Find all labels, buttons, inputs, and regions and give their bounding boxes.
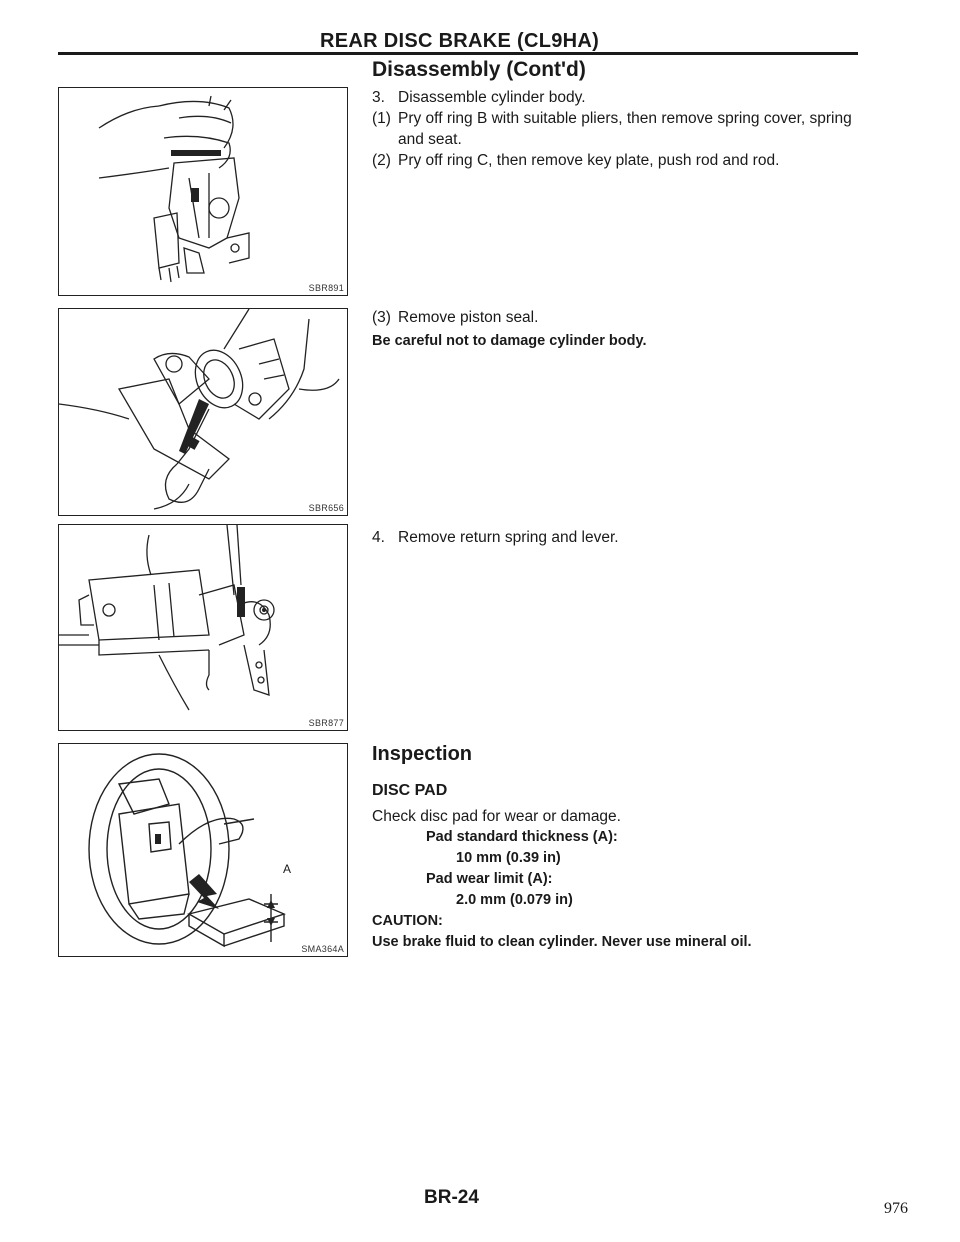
step-text: Disassemble cylinder body. — [398, 89, 586, 106]
dimension-label-a: A — [283, 862, 292, 876]
step-number: (3) — [372, 309, 391, 326]
disc-pad-heading: DISC PAD — [372, 782, 448, 799]
figure-sma364a — [58, 743, 348, 957]
step-number: (2) — [372, 152, 391, 169]
return-spring-lever-illustration — [59, 525, 347, 730]
list-item — [372, 87, 872, 108]
std-thickness-value: 10 mm (0.39 in) — [456, 850, 561, 866]
figure-sbr891 — [58, 87, 348, 296]
caliper-hand-illustration — [59, 88, 347, 295]
step-text: Remove return spring and lever. — [398, 529, 619, 546]
step-number: 3. — [372, 89, 385, 106]
inspection-block — [372, 806, 872, 953]
header-rule — [58, 52, 858, 55]
figure-code: SBR656 — [308, 503, 344, 513]
std-thickness-label: Pad standard thickness (A): — [426, 829, 618, 845]
figure-sbr877 — [58, 524, 348, 731]
page-title: REAR DISC BRAKE (CL9HA) — [320, 30, 600, 52]
step-text: Remove piston seal. — [398, 309, 539, 326]
inspection-intro: Check disc pad for wear or damage. — [372, 808, 621, 825]
list-item — [372, 307, 872, 328]
figure-code: SBR891 — [308, 283, 344, 293]
wear-limit-label: Pad wear limit (A): — [426, 871, 553, 887]
step-text: Pry off ring C, then remove key plate, push rod and rod. — [398, 152, 780, 169]
page-number: 976 — [884, 1200, 908, 1217]
step-3-3-block — [372, 307, 872, 352]
step-number: (1) — [372, 110, 391, 127]
wear-limit-value: 2.0 mm (0.079 in) — [456, 892, 573, 908]
figure-sbr656 — [58, 308, 348, 516]
list-item — [372, 150, 872, 171]
list-item — [372, 527, 872, 548]
step-number: 4. — [372, 529, 385, 546]
figure-code: SMA364A — [301, 944, 344, 954]
list-item — [372, 108, 872, 150]
step-text: Pry off ring B with suitable pliers, then remove spring cover, spring and seat. — [398, 110, 852, 148]
step-3-block — [372, 87, 872, 171]
figure-code: SBR877 — [308, 718, 344, 728]
caution-label: CAUTION: — [372, 913, 443, 929]
caution-text: Use brake fluid to clean cylinder. Never use mineral oil. — [372, 934, 752, 950]
warning-text: Be careful not to damage cylinder body. — [372, 333, 647, 349]
step-4-block — [372, 527, 872, 548]
page-code: BR-24 — [424, 1187, 479, 1208]
piston-seal-illustration — [59, 309, 347, 515]
disc-pad-illustration — [59, 744, 347, 956]
section-title: Disassembly (Cont'd) — [372, 58, 586, 81]
inspection-heading: Inspection — [372, 743, 473, 765]
